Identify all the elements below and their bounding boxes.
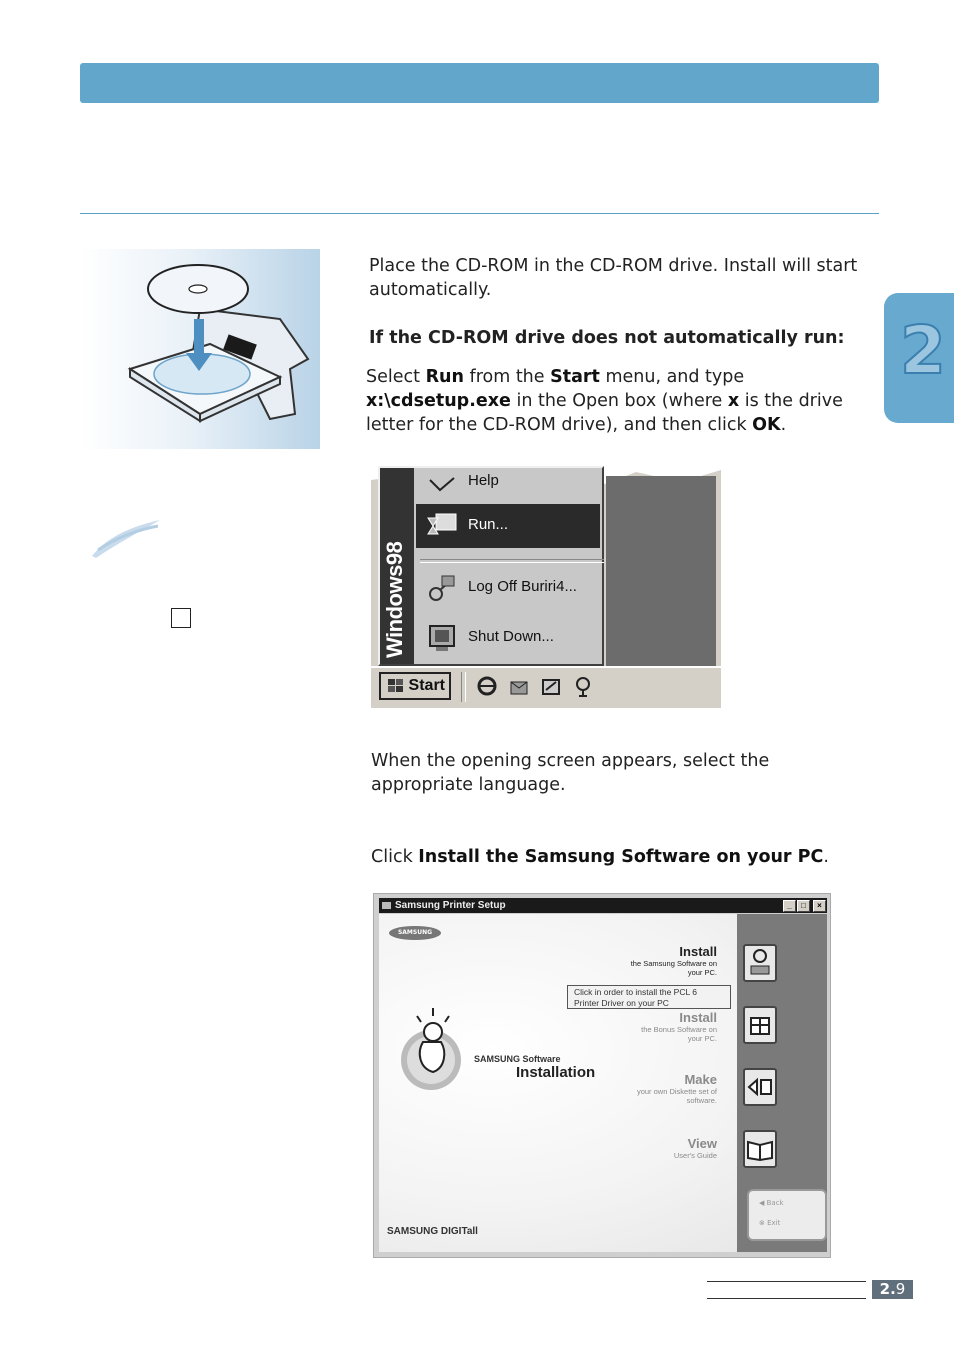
start-button[interactable]: Start [379,672,451,700]
footer-rule-bottom [707,1298,866,1299]
mascot-figure-icon [397,1002,467,1092]
start-menu-sidebar [380,468,414,664]
desktop-area [606,476,716,666]
monitor-power-icon [426,622,458,654]
help-book-icon [426,466,458,498]
gift-box-icon [745,1008,775,1042]
start-menu-screenshot [371,466,721,708]
install-printer-icon [745,946,775,980]
minimize-button[interactable]: _ [783,900,796,912]
samsung-logo: SAMSUNG [389,926,441,940]
start-menu [378,466,604,666]
internet-explorer-icon[interactable] [475,674,499,698]
menu-item-run[interactable]: Run... [416,504,600,548]
app-icon [381,900,392,911]
step1-run-instructions: Select Run from the Start menu, and type x:\cdsetup.exe in the Open box (where x is the drive letter for the CD-ROM drive), and then click OK. [366,367,843,435]
chapter-number: 2 [900,312,946,389]
note-checkbox[interactable] [171,608,191,628]
menu-item-log-off[interactable]: Log Off Buriri4... [416,566,600,610]
back-button[interactable]: ◀ Back [759,1199,784,1207]
windows98-label: Windows98 [382,541,407,658]
setup-window-screenshot [373,893,831,1258]
header-bar [80,63,879,103]
taskbar-separator [461,672,466,702]
open-book-icon [745,1132,775,1166]
menu-item-help[interactable]: Help [416,466,600,504]
taskbar [371,666,721,708]
make-diskette-button[interactable] [743,1068,777,1106]
channels-icon[interactable] [571,674,595,698]
install-bonus-button[interactable] [743,1006,777,1044]
step1-heading: If the CD-ROM drive does not automatically run: [369,328,845,348]
installation-title: SAMSUNG Software Installation [474,1054,596,1081]
show-desktop-icon[interactable] [539,674,563,698]
note-brush-icon [88,516,164,566]
setup-titlebar: Samsung Printer Setup _ □ × [379,898,827,913]
close-button[interactable]: × [813,900,826,912]
samsung-digitall-logo: SAMSUNG DIGITall [387,1226,478,1237]
step2-text: When the opening screen appears, select the appropriate language. [371,751,770,795]
menu-view-guide[interactable]: View User's Guide [673,1136,717,1160]
outlook-express-icon[interactable] [507,674,531,698]
back-exit-panel [747,1189,827,1241]
setup-body [379,914,827,1252]
footer-rule-top [707,1281,866,1282]
maximize-button[interactable]: □ [797,900,810,912]
cd-drive-icon [80,249,320,449]
cd-insert-illustration [80,249,320,449]
step3-text: Click Install the Samsung Software on your PC. [371,847,829,867]
install-tooltip: Click in order to install the PCL 6 Printer Driver on your PC [567,985,731,1009]
keys-icon [426,572,458,604]
menu-make-diskette[interactable]: Make your own Diskette set of software. [636,1072,717,1105]
menu-item-shut-down[interactable]: Shut Down... [416,616,600,660]
install-samsung-button[interactable] [743,944,777,982]
header-rule [80,213,879,214]
menu-install-bonus[interactable]: Install the Bonus Software on your PC. [641,1010,717,1043]
exit-button[interactable]: ⊗ Exit [759,1219,781,1227]
step1-text: Place the CD-ROM in the CD-ROM drive. Install will start automatically. [369,256,858,300]
menu-install-samsung[interactable]: Install the Samsung Software on your PC. [630,944,717,977]
run-hourglass-icon [426,510,458,542]
windows-flag-icon [387,678,405,694]
page-number: 2.9 [872,1280,913,1299]
view-guide-button[interactable] [743,1130,777,1168]
diskette-icon [745,1070,775,1104]
menu-separator [420,559,604,563]
